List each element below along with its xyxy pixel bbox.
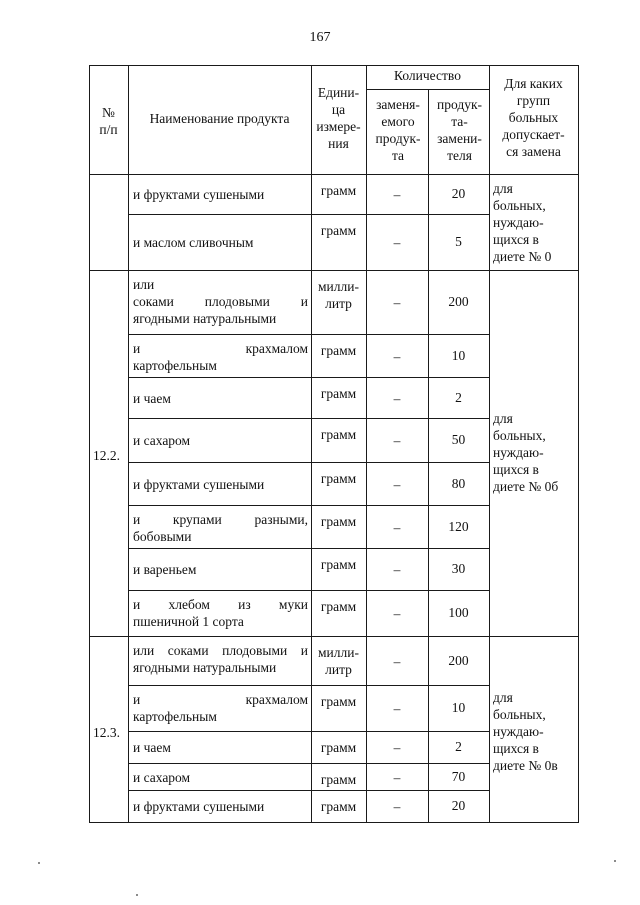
substitute-qty-line: 20	[451, 186, 466, 201]
unit-line: грамм	[320, 183, 357, 198]
patient-group-line: щихся в	[493, 741, 539, 756]
product-name-line: бобовыми	[133, 529, 192, 544]
product-name-line: и вареньем	[133, 562, 197, 577]
item-number	[93, 447, 128, 464]
table-rule	[128, 65, 129, 823]
replaced-qty-line: –	[393, 235, 401, 250]
unit-line: грамм	[320, 343, 357, 358]
table-rule	[128, 590, 490, 591]
unit	[311, 222, 366, 239]
replaced-qty	[366, 769, 428, 786]
product-name-line: и сахаром	[133, 433, 191, 448]
product-name	[133, 276, 308, 327]
replaced-qty-line: –	[393, 295, 401, 310]
header-replaced-product	[368, 96, 428, 164]
item-number-line: 12.3.	[93, 725, 120, 740]
product-name	[133, 739, 308, 756]
product-name-line: и крупами разными,	[133, 512, 308, 527]
header-quantity	[366, 67, 489, 84]
replaced-qty	[366, 798, 428, 815]
unit	[311, 693, 366, 710]
product-name	[133, 390, 308, 407]
table-rule	[89, 636, 579, 637]
table-rule	[128, 763, 490, 764]
replaced-qty	[366, 519, 428, 536]
header-substitute-product-line: теля	[447, 148, 472, 163]
header-replaced-product-line: продук-	[375, 131, 421, 146]
unit	[311, 513, 366, 530]
table-rule	[128, 548, 490, 549]
patient-group	[493, 410, 576, 495]
header-unit-line: измере-	[316, 119, 361, 134]
substitute-qty-line: 200	[448, 652, 469, 668]
table-rule	[311, 65, 312, 823]
table-rule	[128, 377, 490, 378]
replaced-qty	[366, 653, 428, 670]
table-rule	[489, 65, 490, 823]
replaced-qty	[366, 186, 428, 203]
header-patient-groups-line: групп	[516, 93, 551, 108]
product-name	[133, 798, 308, 815]
header-replaced-product-line: заменя-	[376, 97, 420, 112]
replaced-qty-line: –	[393, 769, 401, 785]
table-rule	[128, 418, 490, 419]
product-name	[133, 691, 308, 725]
replaced-qty	[366, 234, 428, 251]
unit	[311, 385, 366, 402]
replaced-qty-line: –	[393, 653, 401, 669]
table-rule	[366, 65, 367, 823]
table-rule	[128, 462, 490, 463]
unit	[311, 278, 366, 312]
header-patient-groups-line: ся замена	[506, 144, 561, 159]
substitute-qty-line: 2	[455, 389, 462, 405]
unit	[311, 644, 366, 678]
substitute-qty	[428, 560, 489, 577]
replaced-qty-line: –	[393, 433, 401, 448]
header-unit-line: ца	[331, 102, 346, 117]
header-unit	[311, 84, 366, 152]
header-replaced-product-line: емого	[381, 114, 415, 129]
unit-line: грамм	[320, 772, 357, 787]
substitute-qty	[428, 431, 489, 448]
replaced-qty	[366, 561, 428, 578]
replaced-qty-line: –	[393, 740, 401, 755]
product-name	[133, 186, 308, 203]
patient-group-line: диете № 0	[493, 249, 552, 264]
product-name-line: или соками плодовыми и	[133, 643, 308, 658]
replaced-qty	[366, 390, 428, 407]
replaced-qty-line: –	[393, 519, 401, 535]
header-unit-line: Едини-	[317, 85, 360, 100]
patient-group-line: щихся в	[493, 462, 539, 477]
patient-group-line: для	[493, 411, 513, 426]
patient-group-line: для	[493, 181, 513, 196]
patient-group-line: нуждаю-	[493, 445, 544, 460]
unit-line: грамм	[320, 386, 357, 401]
replaced-qty	[366, 432, 428, 449]
product-name	[133, 432, 308, 449]
header-substitute-product-line: замени-	[437, 131, 482, 146]
header-patient-groups-line: допускает-	[502, 127, 565, 142]
table-rule	[89, 822, 579, 823]
product-name-line: и фруктами сушеными	[133, 799, 265, 814]
substitute-qty	[428, 738, 489, 755]
table-rule	[89, 270, 579, 271]
product-name-line: и фруктами сушеными	[133, 187, 265, 202]
substitute-qty	[428, 797, 489, 814]
substitute-qty-line: 20	[451, 798, 466, 813]
substitute-qty-line: 2	[455, 739, 462, 754]
table-rule	[128, 731, 490, 732]
substitute-qty	[428, 347, 489, 364]
header-substitute-product-line: продук-	[436, 97, 482, 112]
unit	[311, 598, 366, 615]
header-substitute-product-line: та-	[451, 114, 468, 129]
scan-speck	[38, 862, 40, 864]
product-name-line: ягодными натуральными	[133, 311, 277, 326]
patient-group-line: нуждаю-	[493, 724, 544, 739]
replaced-qty	[366, 739, 428, 756]
unit-line: грамм	[320, 694, 357, 709]
replaced-qty	[366, 294, 428, 311]
patient-group	[493, 689, 576, 774]
product-name	[133, 476, 308, 493]
unit-line: грамм	[320, 557, 357, 572]
unit-line: грамм	[320, 740, 357, 755]
patient-group-line: диете № 0б	[493, 479, 559, 494]
product-name	[133, 234, 308, 251]
table-rule	[89, 65, 90, 823]
table-rule	[128, 334, 490, 335]
substitute-qty-line: 200	[448, 294, 469, 309]
substitute-qty-line: 70	[451, 768, 466, 784]
replaced-qty	[366, 348, 428, 365]
substitute-qty	[428, 293, 489, 310]
product-name	[133, 561, 308, 578]
product-name-line: и сахаром	[133, 769, 191, 785]
header-number-line: п/п	[99, 122, 118, 137]
unit-line: грамм	[320, 471, 357, 486]
substitute-qty	[428, 233, 489, 250]
unit-line: милли-	[318, 645, 359, 660]
table-rule	[128, 505, 490, 506]
substitute-qty	[428, 604, 489, 621]
page-number: 167	[309, 30, 331, 45]
replaced-qty-line: –	[393, 390, 401, 406]
product-name	[133, 511, 308, 545]
product-name	[133, 596, 308, 630]
header-product-name	[128, 110, 311, 127]
table-rule	[578, 65, 579, 823]
product-name-line: и крахмалом	[133, 692, 308, 707]
table-rule	[128, 790, 490, 791]
substitute-qty-line: 120	[448, 518, 469, 534]
header-replaced-product-line: та	[391, 148, 405, 163]
product-name	[133, 642, 308, 676]
product-name	[133, 769, 308, 786]
product-name-line: и хлебом из муки	[133, 597, 308, 612]
substitute-qty-line: 80	[451, 475, 466, 491]
header-patient-groups-line: Для каких	[504, 76, 563, 91]
unit-line: грамм	[320, 223, 357, 238]
product-name-line: ягодными натуральными	[133, 660, 277, 675]
unit	[311, 798, 366, 815]
unit-line: грамм	[320, 514, 357, 529]
replaced-qty	[366, 605, 428, 622]
product-name-line: картофельным	[133, 709, 217, 724]
product-name-line: и чаем	[133, 390, 171, 406]
unit-line: грамм	[320, 799, 357, 814]
product-name-line: и маслом сливочным	[133, 235, 254, 250]
item-number-line: 12.2.	[93, 448, 120, 463]
unit-line: грамм	[320, 427, 357, 442]
substitute-qty-line: 10	[451, 347, 466, 363]
product-name-line: или	[133, 277, 155, 292]
patient-group-line: больных,	[493, 198, 546, 213]
unit-line: милли-	[318, 279, 359, 294]
substitute-qty-line: 100	[448, 605, 469, 620]
substitute-qty	[428, 652, 489, 669]
substitute-qty	[428, 768, 489, 785]
substitute-qty-line: 30	[451, 561, 466, 576]
unit	[311, 771, 366, 788]
header-substitute-product	[430, 96, 489, 164]
unit	[311, 182, 366, 199]
patient-group-line: больных,	[493, 428, 546, 443]
table-rule	[89, 174, 579, 175]
replaced-qty-line: –	[393, 562, 401, 577]
substitute-qty-line: 50	[451, 432, 466, 447]
unit-line: грамм	[320, 599, 357, 614]
patient-group-line: больных,	[493, 707, 546, 722]
replaced-qty-line: –	[393, 701, 401, 716]
replaced-qty-line: –	[393, 187, 401, 202]
replaced-qty-line: –	[393, 476, 401, 492]
unit-line: литр	[325, 662, 352, 677]
patient-group-line: щихся в	[493, 232, 539, 247]
substitute-qty-line: 5	[455, 234, 462, 249]
table-rule	[128, 685, 490, 686]
header-number	[89, 104, 128, 138]
patient-group-line: для	[493, 690, 513, 705]
header-patient-groups	[489, 75, 578, 160]
header-unit-line: ния	[328, 136, 349, 151]
replaced-qty-line: –	[393, 799, 401, 814]
table-rule	[128, 214, 490, 215]
product-name-line: и фруктами сушеными	[133, 476, 265, 492]
scan-speck	[136, 894, 138, 896]
product-name-line: и чаем	[133, 740, 171, 755]
item-number	[93, 724, 128, 741]
product-name	[133, 340, 308, 374]
header-patient-groups-line: больных	[508, 110, 559, 125]
table-rule	[89, 65, 579, 66]
unit	[311, 470, 366, 487]
patient-group	[493, 180, 576, 265]
replaced-qty	[366, 700, 428, 717]
substitute-qty-line: 10	[451, 700, 466, 715]
product-name-line: соками плодовыми и	[133, 294, 308, 309]
substitute-qty	[428, 699, 489, 716]
substitute-qty	[428, 475, 489, 492]
header-number-line: №	[102, 105, 115, 120]
patient-group-line: диете № 0в	[493, 758, 558, 773]
substitute-qty	[428, 185, 489, 202]
replaced-qty	[366, 476, 428, 493]
table-rule	[428, 89, 429, 823]
substitute-qty	[428, 389, 489, 406]
unit	[311, 342, 366, 359]
replaced-qty-line: –	[393, 606, 401, 621]
unit	[311, 426, 366, 443]
replaced-qty-line: –	[393, 348, 401, 364]
product-name-line: пшеничной 1 сорта	[133, 614, 244, 629]
patient-group-line: нуждаю-	[493, 215, 544, 230]
product-name-line: и крахмалом	[133, 341, 308, 356]
scan-speck	[614, 860, 616, 862]
unit-line: литр	[325, 296, 352, 311]
substitute-qty	[428, 518, 489, 535]
header-product-name-line: Наименование продукта	[149, 111, 290, 126]
product-name-line: картофельным	[133, 358, 217, 373]
header-quantity-line: Количество	[394, 68, 461, 83]
unit	[311, 556, 366, 573]
unit	[311, 739, 366, 756]
